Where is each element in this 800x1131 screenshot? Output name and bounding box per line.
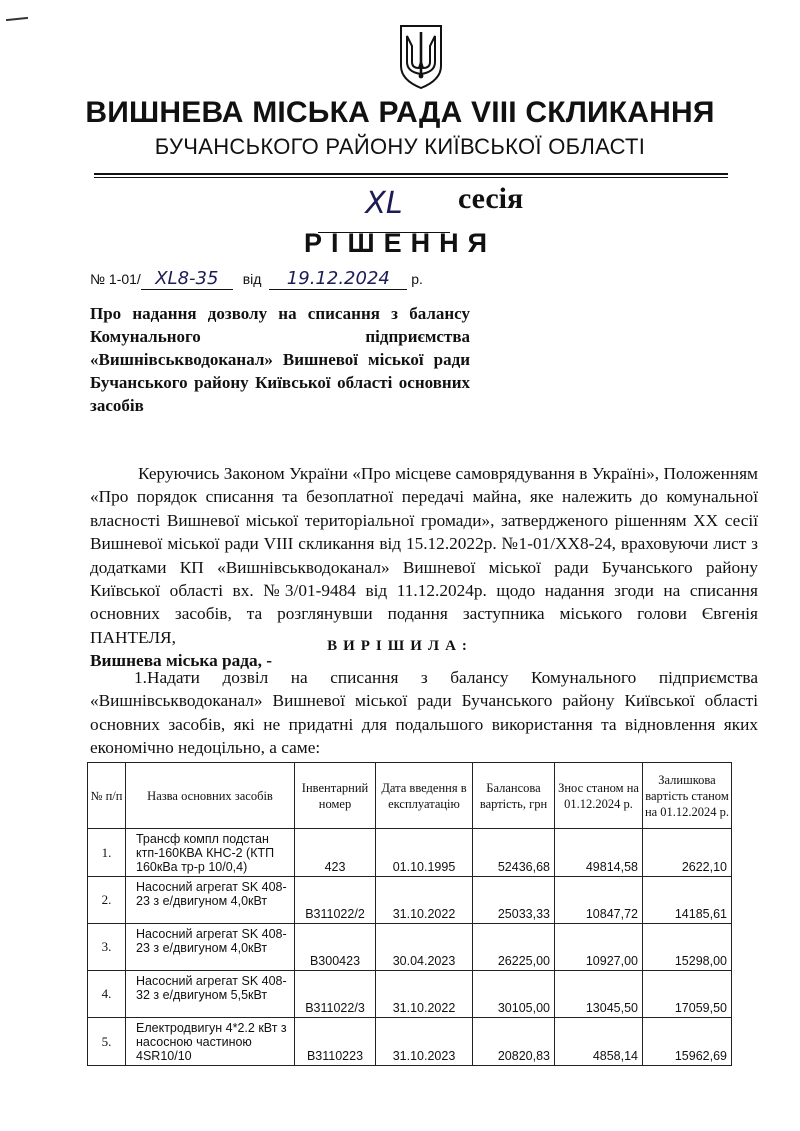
balance-value: 26225,00 <box>473 924 555 971</box>
commission-date: 30.04.2023 <box>376 924 473 971</box>
preamble-closing: Вишнева міська рада, - <box>90 651 273 671</box>
session-label: сесія <box>458 182 524 215</box>
inventory-number: В300423 <box>295 924 376 971</box>
row-number: 5. <box>88 1018 126 1066</box>
resolution-item-1-text: 1.Надати дозвіл на списання з балансу Комунального підприємства «Вишнівськводоканал» Вишневої міської ради Бучанського району Київської області основних засобів, які не придатні для подальшого використання та відновлення яких економічно недоцільно, а саме: <box>90 668 758 758</box>
col-header-name: Назва основних засобів <box>126 763 295 829</box>
commission-date: 31.10.2022 <box>376 971 473 1018</box>
table-row <box>88 924 732 971</box>
asset-name: Насосний агрегат SK 408-32 з е/двигуном 5,5кВт <box>126 971 295 1018</box>
margin-mark <box>6 17 28 21</box>
decision-date-suffix: р. <box>411 271 423 287</box>
commission-date: 01.10.1995 <box>376 829 473 877</box>
inventory-number: В311022/3 <box>295 971 376 1018</box>
col-header-number: № п/п <box>88 763 126 829</box>
table-row <box>88 971 732 1018</box>
council-subtitle: БУЧАНСЬКОГО РАЙОНУ КИЇВСЬКОЇ ОБЛАСТІ <box>154 134 646 159</box>
depreciation-value: 4858,14 <box>555 1018 643 1066</box>
residual-value: 17059,50 <box>643 971 732 1018</box>
row-number: 2. <box>88 877 126 924</box>
depreciation-value: 10847,72 <box>555 877 643 924</box>
decision-title: РІШЕННЯ <box>303 228 497 258</box>
decision-number-row <box>90 268 423 290</box>
council-title: ВИШНЕВА МІСЬКА РАДА VIII СКЛИКАННЯ <box>85 96 715 129</box>
decision-date: 19.12.2024 <box>269 268 407 290</box>
inventory-number: В311022/2 <box>295 877 376 924</box>
table-header-row <box>88 763 732 829</box>
col-header-date: Дата введення в експлуатацію <box>376 763 473 829</box>
asset-name: Електродвигун 4*2.2 кВт з насосною частиною 4SR10/10 <box>126 1018 295 1066</box>
coat-of-arms-icon <box>397 22 445 92</box>
balance-value: 20820,83 <box>473 1018 555 1066</box>
residual-value: 14185,61 <box>643 877 732 924</box>
asset-name: Насосний агрегат SK 408-23 з е/двигуном 4,0кВт <box>126 924 295 971</box>
decision-number-prefix: № 1-01/ <box>90 271 141 287</box>
col-header-residual: Залишкова вартість станом на 01.12.2024 р. <box>643 763 732 829</box>
row-number: 4. <box>88 971 126 1018</box>
session-number: XL <box>365 186 403 221</box>
col-header-inventory: Інвентарний номер <box>295 763 376 829</box>
table-row <box>88 829 732 877</box>
decision-subject: Про надання дозволу на списання з балансу Комунального підприємства «Вишнівськводоканал» Вишневої міської ради Бучанського району Київської області основних засобів <box>90 304 470 415</box>
depreciation-value: 13045,50 <box>555 971 643 1018</box>
row-number: 3. <box>88 924 126 971</box>
balance-value: 25033,33 <box>473 877 555 924</box>
asset-name: Насосний агрегат SK 408-23 з е/двигуном 4,0кВт <box>126 877 295 924</box>
depreciation-value: 10927,00 <box>555 924 643 971</box>
inventory-number: 423 <box>295 829 376 877</box>
header-divider-thin <box>94 177 728 178</box>
header-divider <box>94 173 728 175</box>
resolution-item-1 <box>90 666 758 760</box>
commission-date: 31.10.2022 <box>376 877 473 924</box>
col-header-depreciation: Знос станом на 01.12.2024 р. <box>555 763 643 829</box>
residual-value: 15298,00 <box>643 924 732 971</box>
residual-value: 2622,10 <box>643 829 732 877</box>
inventory-number: В3110223 <box>295 1018 376 1066</box>
row-number: 1. <box>88 829 126 877</box>
balance-value: 30105,00 <box>473 971 555 1018</box>
decision-number: XL8-35 <box>141 268 233 290</box>
assets-table <box>87 762 732 1066</box>
balance-value: 52436,68 <box>473 829 555 877</box>
table-row <box>88 1018 732 1066</box>
residual-value: 15962,69 <box>643 1018 732 1066</box>
commission-date: 31.10.2023 <box>376 1018 473 1066</box>
col-header-balance: Балансова вартість, грн <box>473 763 555 829</box>
depreciation-value: 49814,58 <box>555 829 643 877</box>
asset-name: Трансф компл подстан ктп-160КВА КНС-2 (КТП 160кВа тр-р 10/0,4) <box>126 829 295 877</box>
preamble-text: Керуючись Законом України «Про місцеве самоврядування в Україні», Положенням «Про порядок списання та безоплатної передачі майна, яке належить до комунальної власності Вишневої міської територіальної громади», затвердженого рішенням XX сесії Вишневої міської ради VIII скликання від 15.12.2022р. №1-01/XX8-24, враховуючи лист з додатками КП «Вишнівськводоканал» Вишневої міської ради Бучанського району Київської області вх. №3/01-9484 від 11.12.2024р. щодо надання згоди на списання основних засобів, та розглянувши подання заступника міського голови Євгенія ПАНТЕЛЯ, <box>90 464 758 647</box>
decision-date-prefix: від <box>242 271 262 287</box>
resolved-heading: ВИРІШИЛА: <box>327 638 473 654</box>
table-row <box>88 877 732 924</box>
